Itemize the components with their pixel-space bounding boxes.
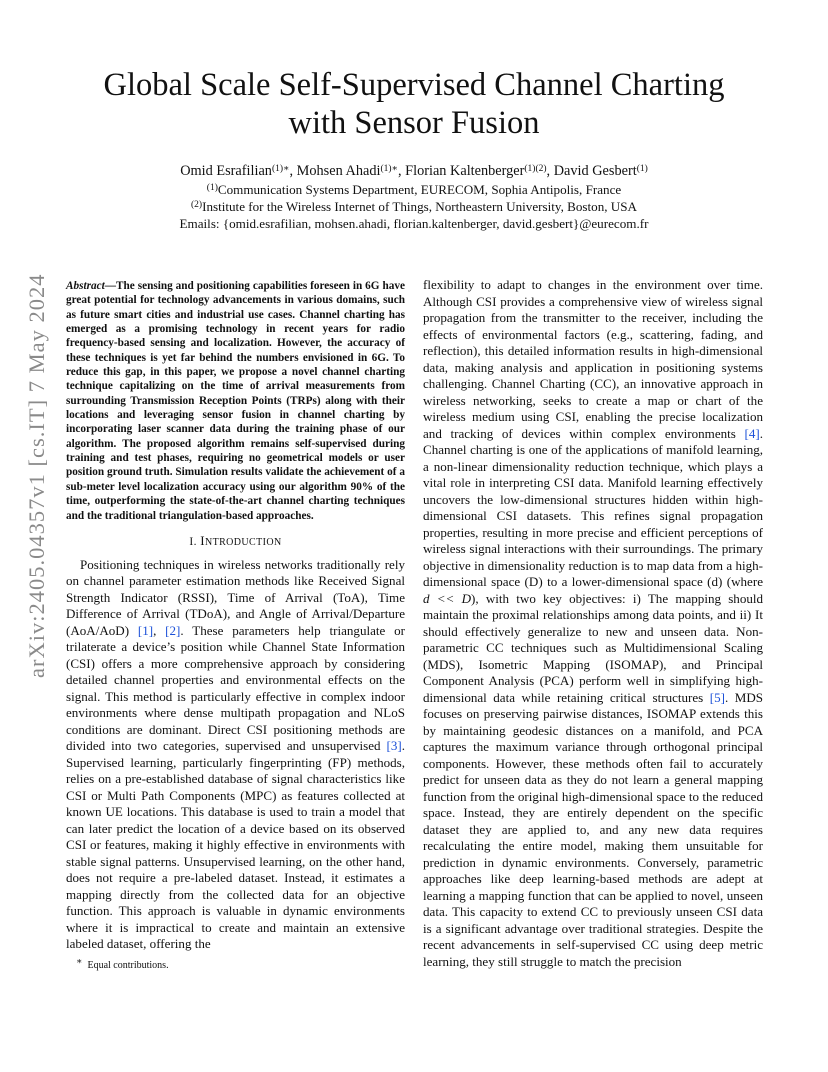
abstract-text: —The sensing and positioning capabilities foreseen in 6G have great potential for technology advancements in various domains, such as future smart cities and industrial use cases. Channel charting has emerged as a promising technology in recent years for radio frequency-based sensing and localization. However, the accuracy of these techniques is yet far behind the numbers envisioned in 6G. To reduce this gap, in this paper, we propose a novel channel charting technique capitalizing on the time of arrival measurements from surrounding Transmission Reception Points (TRPs) along with their locations and leveraging sensor fusion in channel charting by incorporating laser scanner data during the training phase of our algorithm. The proposed algorithm remains self-supervised during training and test phases, requiring no geometrical models or user position ground truth. Simulation results validate the achievement of a sub-meter level localization accuracy using our algorithm 90% of the time, outperforming the state-of-the-art channel charting techniques and the traditional triangulation-based approaches.	[66, 280, 405, 522]
section-heading-introduction	[66, 534, 405, 550]
introduction-paragraph-continued	[423, 277, 763, 970]
section-title: INTRODUCTION	[200, 532, 282, 548]
affiliation-2-marker: (2)	[191, 200, 203, 210]
author-affiliation-marker: (1)∗	[271, 164, 290, 174]
affiliation-1	[60, 181, 768, 198]
author-list: Omid Esrafilian$^{(1)∗}$, Mohsen Ahadi$^{(1)∗}$, Florian Kaltenberger$^{(1)(2)}$, David Gesbert$^{(1)}$	[180, 163, 648, 179]
affiliation-2	[60, 198, 768, 215]
affiliation-1-marker: (1)	[206, 183, 218, 193]
text-run: . Channel charting is one of the applications of manifold learning, a non-linear dimensionality reduction technique, which plays a vital role in interpreting CSI data. Manifold learning effectively uncovers the low-dimensional structures hidden within high-dimensional CSI datasets. This refines signal propagation properties, resulting in more precise and efficient perceptions of wireless signal interactions with their surroundings. The primary objective in dimensionality reduction is to map data from a high-dimensional space (D) to a lower-dimensional space (d) (where	[423, 425, 763, 589]
left-column	[66, 279, 405, 953]
title-line-2: with Sensor Fusion	[288, 105, 540, 141]
abstract-label: Abstract	[66, 280, 105, 292]
affiliation-1-text: Communication Systems Department, EURECOM, Sophia Antipolis, France	[217, 182, 622, 197]
author-emails: Emails: {omid.esrafilian, mohsen.ahadi, florian.kaltenberger, david.gesbert}@eurecom.fr	[179, 216, 649, 231]
author-affiliation-marker: (1)(2)	[524, 164, 547, 174]
citation-link[interactable]: [1]	[137, 622, 154, 638]
paper-title	[60, 66, 768, 142]
text-run: ), with two key objectives: i) The mapping should maintain the proximal relationships among data points, and ii) It should effectively generalize to new and unseen data. Non-parametric CC techniques such as Multidimensional Scaling (MDS), Isometric Mapping (ISOMAP), and Principal Component Analysis (PCA) perform well in simplifying high-dimensional data while retaining critical structures	[423, 590, 764, 705]
citation-link[interactable]: [4]	[744, 425, 760, 441]
author-affiliation-marker: (1)∗	[380, 164, 398, 174]
citation-link[interactable]: [5]	[709, 689, 725, 705]
right-column	[423, 277, 763, 970]
text-run: . Supervised learning, particularly fingerprinting (FP) methods, relies on a pre-established database of signal characteristics like CSI or Multi Path Components (MPC) as features collected at known UE locations. This database is used to train a model that can later predict the location of a device based on its observed CSI or features, making it highly effective in environments with stable signal patterns. Unsupervised learning, on the other hand, does not require a pre-labeled dataset. Instead, it estimates a mapping directly from the collected data for an objective function. This approach is valuable in dynamic environments where it is impractical to create and maintain an extensive labeled dataset, offering the	[66, 738, 405, 952]
footnote-text: Equal contributions.	[87, 960, 169, 971]
text-run: ,	[153, 622, 166, 638]
title-line-1: Global Scale Self-Supervised Channel Charting	[103, 67, 725, 103]
footnote-mark: ∗	[76, 957, 83, 967]
inline-math: d << D	[423, 590, 472, 606]
author-name: Mohsen Ahadi	[296, 163, 381, 179]
arxiv-identifier: arXiv:2405.04357v1 [cs.IT] 7 May 2024	[24, 273, 49, 678]
author-name: David Gesbert	[553, 163, 637, 179]
author-name: Omid Esrafilian	[180, 163, 272, 179]
text-run: . These parameters help triangulate or trilaterate a device’s position while Channel State Information (CSI) offers a more comprehensive approach by considering detailed channel properties and environmental effects on the signal. This method is particularly effective in complex indoor environments where dense multipath propagation and NLoS conditions are dominant. Direct CSI positioning methods are divided into two categories, supervised and unsupervised	[66, 622, 405, 754]
author-affiliation-marker: (1)	[636, 164, 648, 174]
affiliation-2-text: Institute for the Wireless Internet of Things, Northeastern University, Boston, USA	[202, 199, 637, 214]
text-run: flexibility to adapt to changes in the environment over time. Although CSI provides a comprehensive view of wireless signal propagation from the transmitter to the receiver, including the effects of environmental factors (e.g., scattering, fading, and reflection), this detailed information results in high-dimensional data, making analysis and application in positioning systems challenging. Channel Charting (CC), an innovative approach in wireless networking, seeks to create a map or chart of the wireless medium using CSI, enabling the precise localization and tracking of devices within complex environments	[423, 277, 763, 441]
footnote	[76, 957, 169, 972]
citation-link[interactable]: [3]	[386, 738, 402, 754]
citation-link[interactable]: [2]	[165, 622, 181, 638]
author-name: Florian Kaltenberger	[405, 163, 525, 179]
section-number: I.	[189, 535, 197, 548]
text-run: . MDS focuses on preserving pairwise distances, ISOMAP extends this by maintaining geodesic distances on a manifold, and PCA captures the maximum variance through orthogonal principal components. However, these methods often fail to accurately predict for unseen data as they do not learn a general mapping function from the original high-dimensional space to the reduced space. Instead, they are entirely dependent on the specific dataset they are applied to, and any new data requires recalculating the entire model, making them unsuitable for prediction in dynamic environments. Conversely, parametric approaches like deep learning-based methods are adept at learning a mapping function that can be applied to novel, unseen data. This capacity to extend CC to previously unseen CSI data is a significant advantage over traditional strategies. Despite the recent advancements in self-supervised CC using deep metric learning, they still struggle to match the precision	[423, 689, 763, 969]
text-run: Positioning techniques in wireless networks traditionally rely on channel parameter estimation methods like Received Signal Strength Indicator (RSSI), Time of Arrival (ToA), Time Difference of Arrival (TDoA), and Angle of Arrival/Departure (AoA/AoD)	[66, 556, 405, 638]
abstract	[66, 279, 405, 523]
introduction-paragraph-1	[66, 557, 405, 953]
arxiv-identifier-stamp	[16, 273, 52, 680]
